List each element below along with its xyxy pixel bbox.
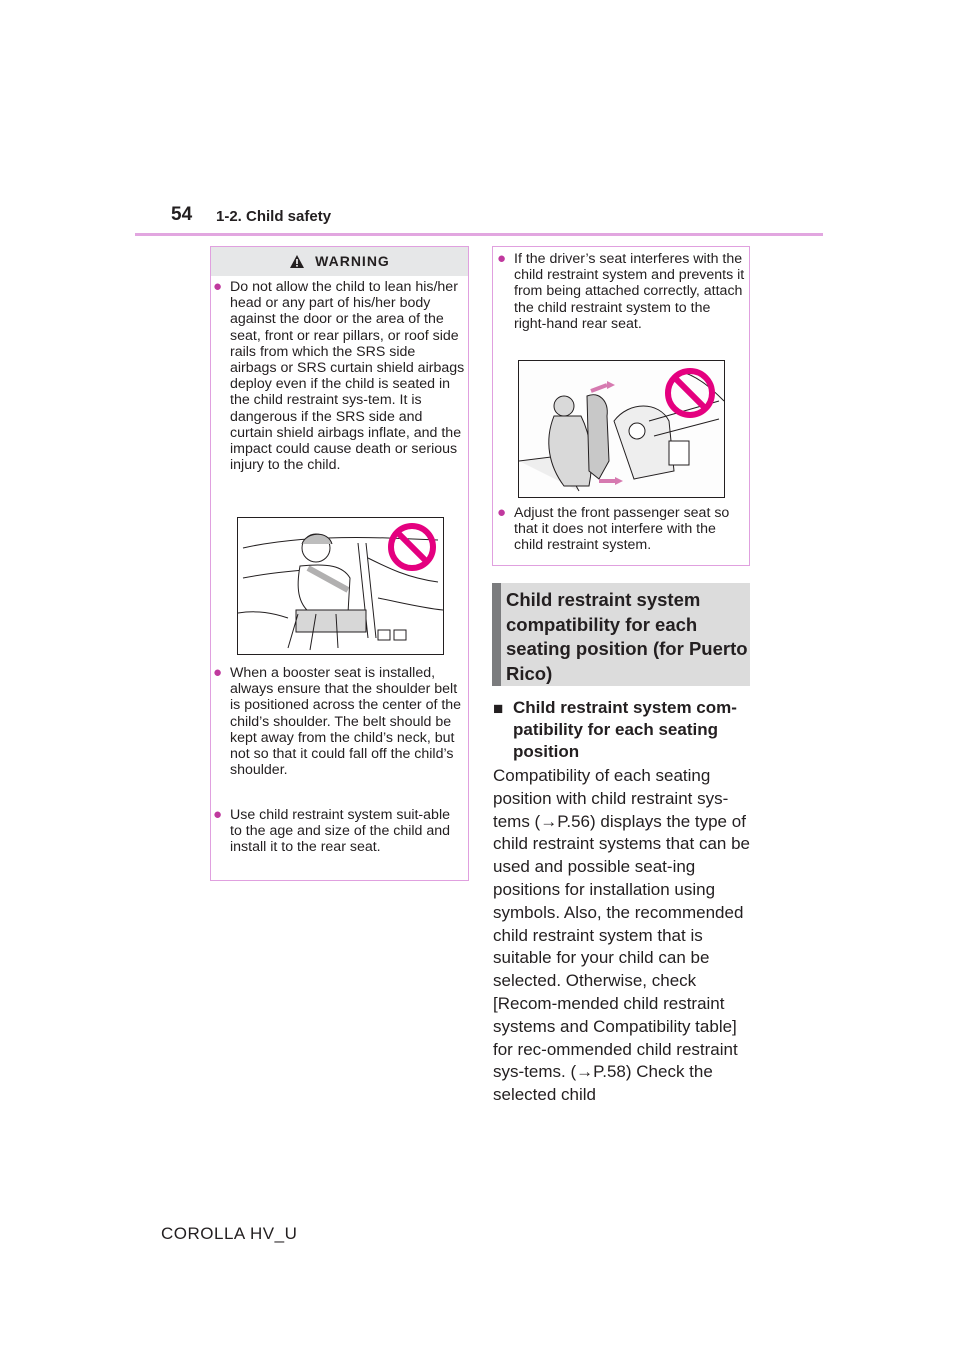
page-number: 54 [171, 204, 193, 225]
warning-continued-box [492, 246, 750, 566]
subheading-text: Child restraint system com-patibility for each seating position [513, 698, 737, 761]
warning-header [211, 247, 468, 276]
warning-box [210, 246, 469, 881]
warning-bullet [213, 807, 465, 856]
bullet-dot: ● [213, 278, 223, 295]
warning-bullet [497, 251, 745, 332]
heading-accent-bar [492, 583, 501, 686]
square-bullet-icon: ■ [493, 699, 504, 718]
warning-title: WARNING [315, 253, 390, 269]
prohibition-icon [387, 522, 437, 572]
bullet-dot: ● [497, 250, 507, 267]
warning-triangle-icon [289, 250, 305, 279]
warning-bullet [213, 279, 465, 473]
section-heading [492, 583, 750, 686]
driver-seat-interference-illustration [518, 360, 725, 498]
section-title: 1-2. Child safety [216, 208, 332, 225]
warning-bullet [497, 505, 745, 554]
warning-bullet-text: Adjust the front passenger seat so that it does not interfere with the child restraint system. [514, 505, 730, 554]
warning-bullet [213, 665, 465, 778]
prohibition-icon [664, 367, 716, 419]
header-rule [135, 233, 823, 236]
warning-bullet-text: When a booster seat is installed, always ensure that the shoulder belt is positioned across the center of the child’s shoulder. The belt should be kept away from the child’s neck, but not so that it could fall off the child’s shoulder. [230, 665, 462, 779]
bullet-dot: ● [213, 664, 223, 681]
warning-bullet-text: Do not allow the child to lean his/her head or any part of his/her body against the door or the area of the seat, front or rear pillars, or roof side rails from which the SRS side airbags or SRS curtain shield airbags deploy even if the child is seated in the child restraint sys-tem. It is dangerous if the SRS side and curtain shield airbags inflate, and the impact could cause death or serious injury to the child. [230, 279, 465, 474]
bullet-dot: ● [213, 806, 223, 823]
bullet-dot: ● [497, 504, 507, 521]
warning-bullet-text: If the driver’s seat interferes with the child restraint system and prevents it from being attached correctly, attach the child restraint system to the right-hand rear seat. [514, 251, 745, 332]
warning-bullet-text: Use child restraint system suit-able to the age and size of the child and install it to the rear seat. [230, 807, 451, 856]
body-paragraph: Compatibility of each seating position with child restraint sys-tems (→P.56) displays the type of child restraint systems that can be used and possible seat-ing positions for installation using symbols. Also, the recommended child restraint system that is suitable for your child can be selected. Otherwise, check [Recom-mended child restraint systems and Compatibility table] for rec-ommended child restraint sys-tems. (→P.58) Check the selected child [493, 766, 751, 1105]
heading-title: Child restraint system compatibility for each seating position (for Puerto Rico) [506, 589, 748, 684]
footer-model: COROLLA HV_U [161, 1224, 298, 1243]
booster-seat-illustration [237, 517, 444, 655]
